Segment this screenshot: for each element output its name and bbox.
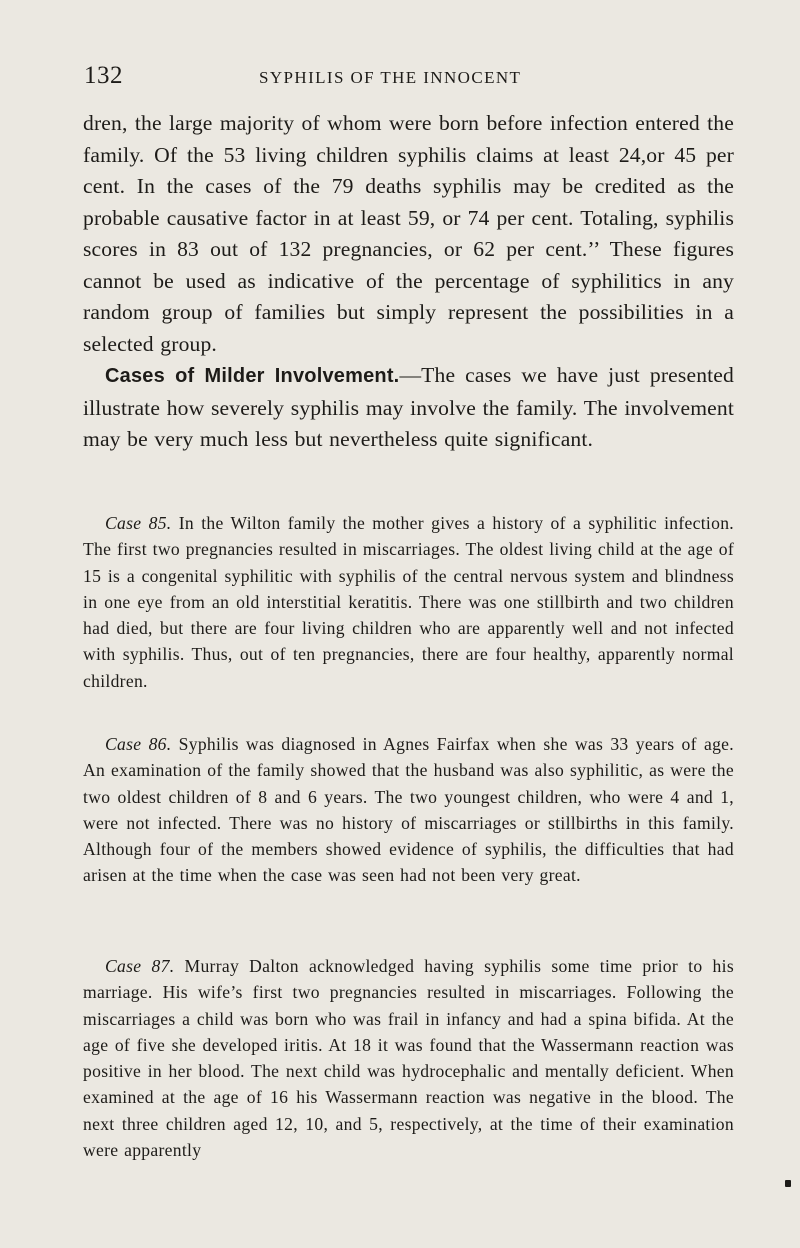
running-title: SYPHILIS OF THE INNOCENT [259, 68, 522, 87]
case-86 [83, 731, 734, 889]
section-paragraph [83, 360, 734, 456]
case-label: Case 87. [105, 956, 175, 976]
case-text: In the Wilton family the mother gives a history of a syphilitic infection. The first two pregnancies resulted in miscarriages. The oldest living child at the age of 15 is a congenital syphilitic with syphilis of the central nervous system and blindness in one eye from an old interstitial keratitis. There was one stillbirth and two children had died, but there are four living children who are apparently well and not infected with syphilis. Thus, out of ten pregnancies, there are four healthy, apparently normal children. [83, 513, 735, 691]
case-label: Case 85. [105, 513, 172, 533]
case-label: Case 86. [105, 734, 172, 754]
page-number: 132 [84, 62, 123, 89]
case-text: Murray Dalton acknowledged having syphilis some time prior to his marriage. His wife’s first two pregnancies resulted in miscarriages. Following the miscarriages a child was born who was frail in infancy and had a spina bifida. At the age of five she developed iritis. At 18 it was found that the Wassermann reaction was positive in her blood. The next child was hydrocephalic and mentally deficient. When examined at the age of 16 his Wassermann reaction was negative in the blood. The next three children aged 12, 10, and 5, respectively, at the time of their examination were apparently [83, 956, 734, 1161]
running-head [84, 62, 734, 92]
paragraph-continuation: dren, the large majority of whom were born before infection entered the family. Of the 53 living children syphilis claims at least 24,or 45 per cent. In the cases of the 79 deaths syphilis may be credited as the probable causative factor in at least 59, or 74 per cent. Totaling, syphilis scores in 83 out of 132 pregnancies, or 62 per cent.’’ These figures cannot be used as indicative of the percentage of syphilitics in any random group of families but simply represent the possibilities in a selected group. [83, 111, 734, 356]
margin-mark [785, 1180, 791, 1187]
section-heading: Cases of Milder Involvement. [105, 365, 400, 387]
case-87 [83, 953, 734, 1163]
case-text: Syphilis was diagnosed in Agnes Fairfax when she was 33 years of age. An examination of the family showed that the husband was also syphilitic, as were the two oldest children of 8 and 6 years. The two youngest children, who were 4 and 1, were not infected. There was no history of miscarriages or stillbirths in this family. Although four of the members showed evidence of syphilis, the difficulties that had arisen at the time when the case was seen had not been very great. [83, 734, 734, 886]
section-text: —The cases we have just presented illustrate how severely syphilis may involve the family. The involvement may be very much less but nevertheless quite significant. [83, 363, 734, 451]
case-85 [83, 510, 734, 694]
